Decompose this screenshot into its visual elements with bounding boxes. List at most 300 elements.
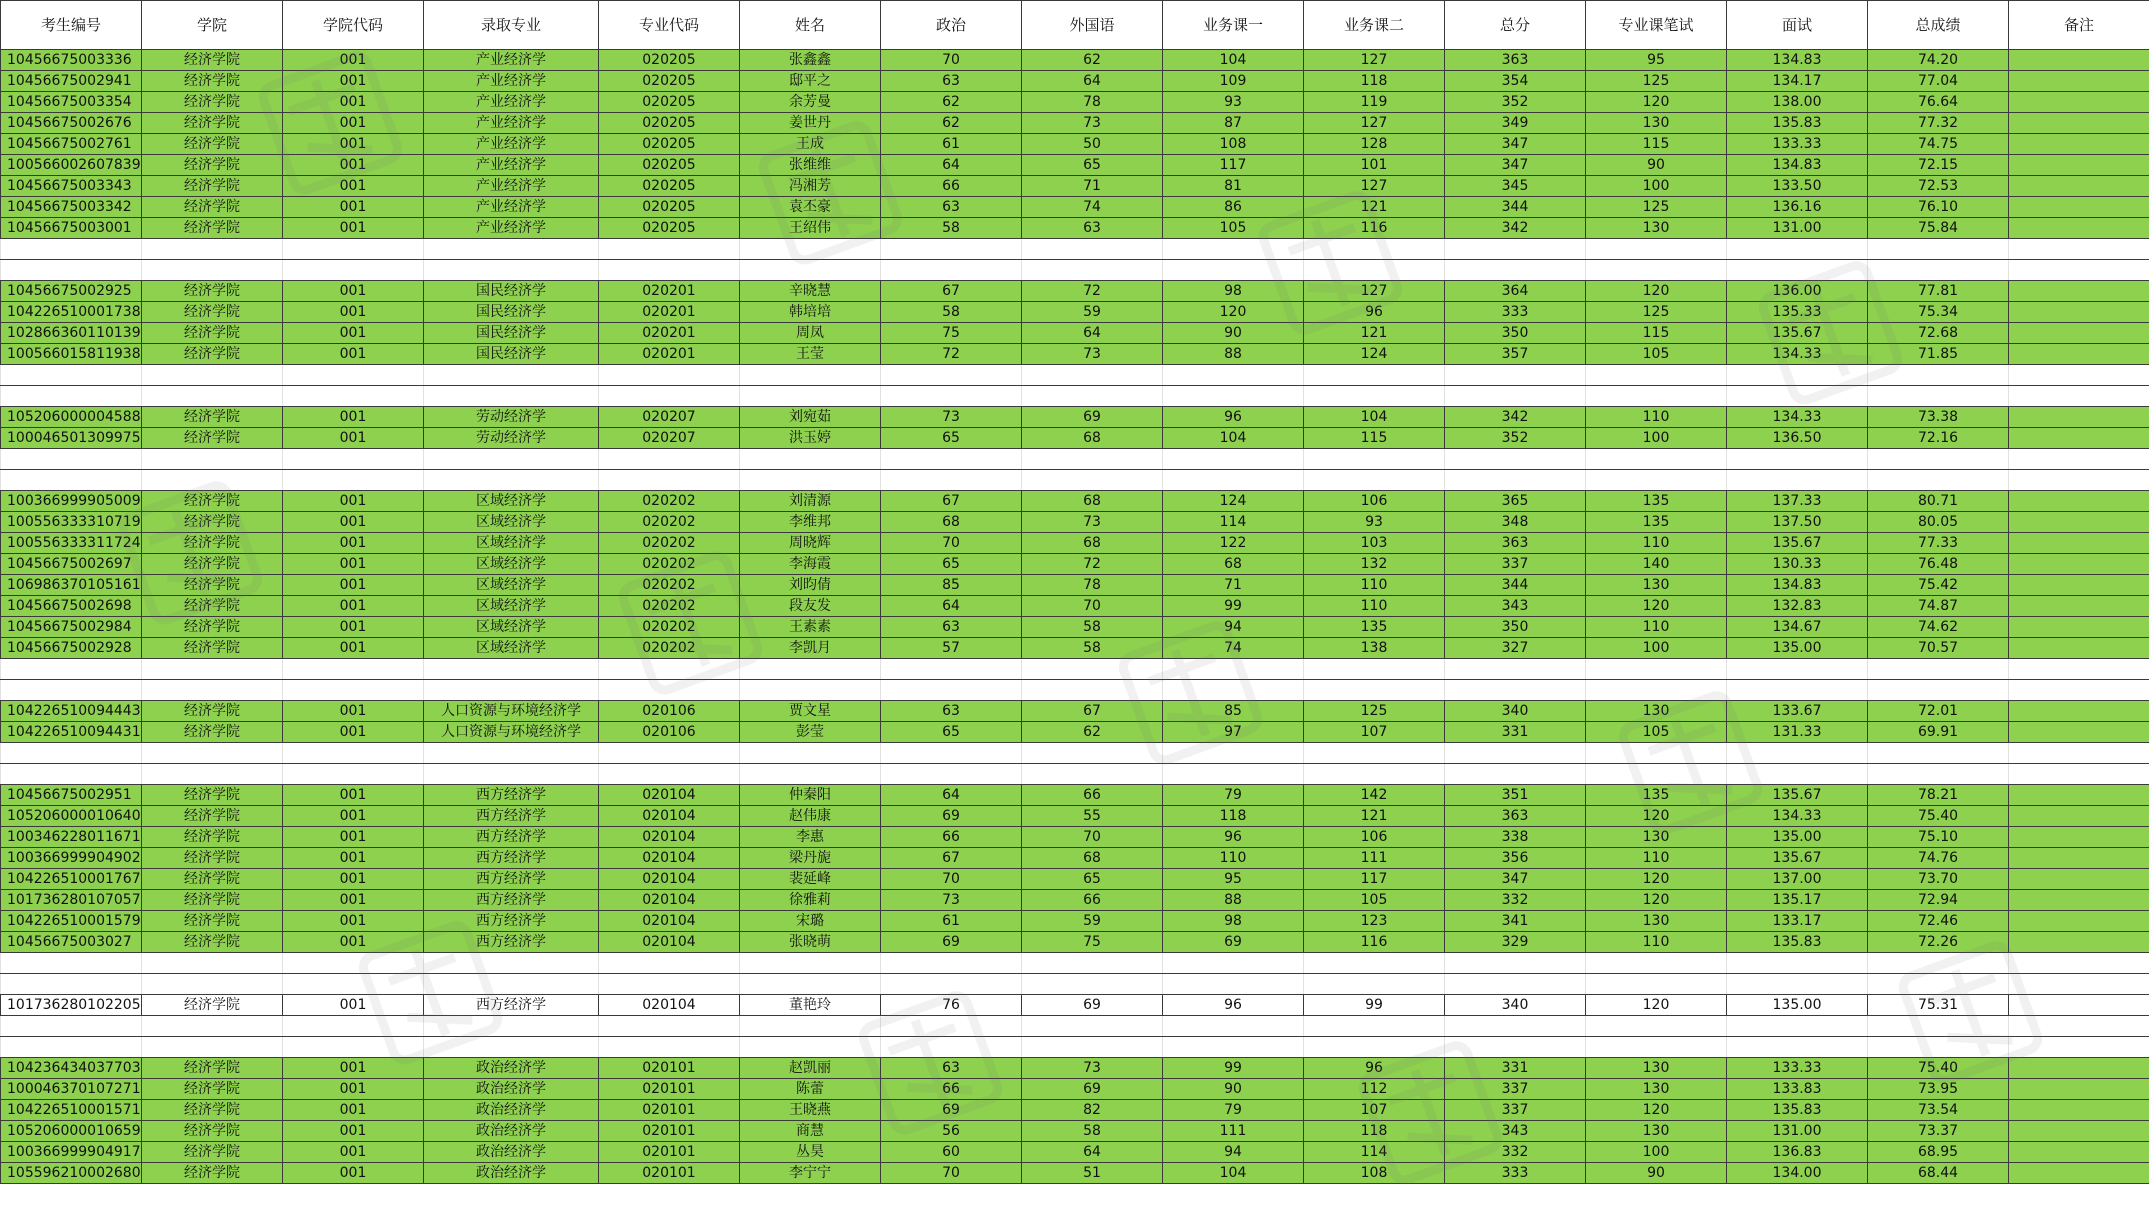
table-cell[interactable]: 118	[1304, 71, 1445, 92]
table-cell[interactable]: 赵凯丽	[740, 1058, 881, 1079]
table-cell[interactable]: 65	[881, 722, 1022, 743]
table-cell[interactable]: 363	[1445, 806, 1586, 827]
table-cell[interactable]: 95	[1163, 869, 1304, 890]
table-cell[interactable]: 001	[283, 512, 424, 533]
blank-cell[interactable]	[1, 1016, 142, 1037]
blank-cell[interactable]	[1445, 659, 1586, 680]
table-cell[interactable]: 331	[1445, 1058, 1586, 1079]
table-cell[interactable]: 001	[283, 869, 424, 890]
table-cell[interactable]: 张维维	[740, 155, 881, 176]
blank-cell[interactable]	[424, 1016, 599, 1037]
blank-cell[interactable]	[740, 470, 881, 491]
blank-cell[interactable]	[1304, 470, 1445, 491]
table-cell[interactable]: 西方经济学	[424, 869, 599, 890]
table-cell[interactable]: 101736280102205	[1, 995, 142, 1016]
table-row[interactable]	[1, 428, 2149, 449]
table-cell[interactable]: 10456675002697	[1, 554, 142, 575]
table-cell[interactable]: 周凤	[740, 323, 881, 344]
blank-cell[interactable]	[740, 974, 881, 995]
table-cell[interactable]: 001	[283, 848, 424, 869]
table-cell[interactable]: 100046370107271	[1, 1079, 142, 1100]
table-cell[interactable]: 001	[283, 932, 424, 953]
table-cell[interactable]: 劳动经济学	[424, 428, 599, 449]
blank-cell[interactable]	[1022, 1037, 1163, 1058]
table-cell[interactable]: 64	[1022, 71, 1163, 92]
table-cell[interactable]: 001	[283, 533, 424, 554]
table-row[interactable]	[1, 134, 2149, 155]
table-cell[interactable]	[2009, 197, 2149, 218]
blank-cell[interactable]	[1163, 680, 1304, 701]
blank-cell[interactable]	[424, 680, 599, 701]
table-cell[interactable]: 134.67	[1727, 617, 1868, 638]
table-row[interactable]	[1, 512, 2149, 533]
table-cell[interactable]: 135.33	[1727, 302, 1868, 323]
blank-cell[interactable]	[1163, 1037, 1304, 1058]
table-cell[interactable]: 001	[283, 428, 424, 449]
table-row[interactable]	[1, 575, 2149, 596]
table-cell[interactable]: 338	[1445, 827, 1586, 848]
table-cell[interactable]: 69	[881, 932, 1022, 953]
table-cell[interactable]: 70	[881, 869, 1022, 890]
column-header[interactable]: 考生编号	[1, 1, 142, 50]
blank-cell[interactable]	[2009, 659, 2149, 680]
table-cell[interactable]: 79	[1163, 785, 1304, 806]
blank-cell[interactable]	[142, 764, 283, 785]
blank-cell[interactable]	[1868, 449, 2009, 470]
table-cell[interactable]: 349	[1445, 113, 1586, 134]
table-cell[interactable]: 刘昀倩	[740, 575, 881, 596]
table-cell[interactable]: 王晓燕	[740, 1100, 881, 1121]
table-cell[interactable]: 133.50	[1727, 176, 1868, 197]
blank-cell[interactable]	[1022, 239, 1163, 260]
table-cell[interactable]: 政治经济学	[424, 1100, 599, 1121]
table-cell[interactable]: 131.00	[1727, 218, 1868, 239]
blank-cell[interactable]	[1163, 260, 1304, 281]
blank-cell[interactable]	[1868, 953, 2009, 974]
table-cell[interactable]: 65	[1022, 869, 1163, 890]
blank-cell[interactable]	[283, 764, 424, 785]
table-row[interactable]	[1, 932, 2149, 953]
table-cell[interactable]: 68	[1163, 554, 1304, 575]
table-cell[interactable]: 020104	[599, 827, 740, 848]
table-cell[interactable]: 110	[1586, 848, 1727, 869]
blank-cell[interactable]	[1, 386, 142, 407]
table-row[interactable]	[1, 218, 2149, 239]
table-cell[interactable]	[2009, 848, 2149, 869]
table-cell[interactable]	[2009, 995, 2149, 1016]
table-cell[interactable]: 020106	[599, 701, 740, 722]
blank-cell[interactable]	[283, 449, 424, 470]
table-cell[interactable]: 76	[881, 995, 1022, 1016]
table-cell[interactable]: 130	[1586, 911, 1727, 932]
table-cell[interactable]: 72	[881, 344, 1022, 365]
table-cell[interactable]: 产业经济学	[424, 71, 599, 92]
table-cell[interactable]: 123	[1304, 911, 1445, 932]
table-cell[interactable]: 105206000004588	[1, 407, 142, 428]
table-cell[interactable]: 131.33	[1727, 722, 1868, 743]
table-cell[interactable]	[2009, 113, 2149, 134]
blank-cell[interactable]	[1727, 659, 1868, 680]
table-cell[interactable]: 110	[1304, 575, 1445, 596]
table-row[interactable]	[1, 869, 2149, 890]
table-cell[interactable]: 经济学院	[142, 92, 283, 113]
blank-cell[interactable]	[1727, 386, 1868, 407]
table-cell[interactable]: 130	[1586, 701, 1727, 722]
table-cell[interactable]: 344	[1445, 575, 1586, 596]
table-cell[interactable]: 001	[283, 197, 424, 218]
table-cell[interactable]: 134.83	[1727, 50, 1868, 71]
blank-cell[interactable]	[1586, 449, 1727, 470]
table-cell[interactable]: 020202	[599, 638, 740, 659]
table-cell[interactable]: 64	[881, 596, 1022, 617]
table-cell[interactable]: 106	[1304, 491, 1445, 512]
table-cell[interactable]: 洪玉婷	[740, 428, 881, 449]
table-cell[interactable]: 357	[1445, 344, 1586, 365]
table-cell[interactable]: 区域经济学	[424, 596, 599, 617]
column-header[interactable]: 业务课二	[1304, 1, 1445, 50]
table-cell[interactable]: 135.00	[1727, 995, 1868, 1016]
table-row[interactable]	[1, 995, 2149, 1016]
table-row[interactable]	[1, 1142, 2149, 1163]
blank-cell[interactable]	[1868, 365, 2009, 386]
table-cell[interactable]: 363	[1445, 50, 1586, 71]
table-cell[interactable]: 73.54	[1868, 1100, 2009, 1121]
table-cell[interactable]: 001	[283, 827, 424, 848]
table-cell[interactable]: 经济学院	[142, 596, 283, 617]
table-cell[interactable]: 10456675003027	[1, 932, 142, 953]
table-cell[interactable]: 350	[1445, 323, 1586, 344]
table-cell[interactable]: 104	[1163, 1163, 1304, 1184]
table-cell[interactable]: 政治经济学	[424, 1142, 599, 1163]
table-cell[interactable]: 001	[283, 890, 424, 911]
table-cell[interactable]: 63	[1022, 218, 1163, 239]
blank-cell[interactable]	[1586, 764, 1727, 785]
table-cell[interactable]: 58	[881, 302, 1022, 323]
column-header[interactable]: 总成绩	[1868, 1, 2009, 50]
table-cell[interactable]: 经济学院	[142, 218, 283, 239]
blank-cell[interactable]	[1, 743, 142, 764]
table-cell[interactable]: 001	[283, 407, 424, 428]
table-cell[interactable]: 134.83	[1727, 155, 1868, 176]
table-cell[interactable]: 丛昊	[740, 1142, 881, 1163]
table-cell[interactable]: 001	[283, 722, 424, 743]
table-cell[interactable]: 331	[1445, 722, 1586, 743]
table-cell[interactable]: 020101	[599, 1142, 740, 1163]
table-cell[interactable]: 李海霞	[740, 554, 881, 575]
table-cell[interactable]: 66	[881, 1079, 1022, 1100]
blank-cell[interactable]	[1163, 743, 1304, 764]
table-cell[interactable]: 69	[1163, 932, 1304, 953]
table-cell[interactable]: 104226510001579	[1, 911, 142, 932]
blank-cell[interactable]	[142, 680, 283, 701]
table-cell[interactable]: 105	[1586, 722, 1727, 743]
table-cell[interactable]: 88	[1163, 890, 1304, 911]
table-cell[interactable]: 001	[283, 1100, 424, 1121]
table-cell[interactable]: 107	[1304, 722, 1445, 743]
table-cell[interactable]: 82	[1022, 1100, 1163, 1121]
table-cell[interactable]: 125	[1586, 197, 1727, 218]
table-cell[interactable]: 100	[1586, 638, 1727, 659]
table-cell[interactable]: 135	[1304, 617, 1445, 638]
table-cell[interactable]: 110	[1586, 617, 1727, 638]
table-cell[interactable]: 020201	[599, 302, 740, 323]
table-cell[interactable]: 58	[881, 218, 1022, 239]
blank-cell[interactable]	[1727, 1037, 1868, 1058]
blank-cell[interactable]	[1163, 386, 1304, 407]
blank-cell[interactable]	[1445, 365, 1586, 386]
table-row[interactable]	[1, 92, 2149, 113]
blank-cell[interactable]	[2009, 365, 2149, 386]
table-cell[interactable]: 001	[283, 113, 424, 134]
table-cell[interactable]: 区域经济学	[424, 554, 599, 575]
blank-cell[interactable]	[1, 680, 142, 701]
blank-cell[interactable]	[283, 680, 424, 701]
blank-cell[interactable]	[1, 1037, 142, 1058]
blank-cell[interactable]	[1, 239, 142, 260]
blank-cell[interactable]	[740, 680, 881, 701]
table-cell[interactable]: 117	[1304, 869, 1445, 890]
table-row[interactable]	[1, 1079, 2149, 1100]
blank-cell[interactable]	[142, 743, 283, 764]
table-cell[interactable]: 101	[1304, 155, 1445, 176]
table-cell[interactable]: 72	[1022, 281, 1163, 302]
table-cell[interactable]: 116	[1304, 218, 1445, 239]
blank-cell[interactable]	[599, 260, 740, 281]
table-cell[interactable]: 127	[1304, 113, 1445, 134]
blank-cell[interactable]	[1445, 470, 1586, 491]
table-cell[interactable]: 75.31	[1868, 995, 2009, 1016]
table-cell[interactable]: 72.94	[1868, 890, 2009, 911]
blank-cell[interactable]	[2009, 680, 2149, 701]
table-cell[interactable]: 020101	[599, 1163, 740, 1184]
table-cell[interactable]: 裴延峰	[740, 869, 881, 890]
blank-cell[interactable]	[1304, 239, 1445, 260]
table-cell[interactable]: 344	[1445, 197, 1586, 218]
table-cell[interactable]: 130	[1586, 1079, 1727, 1100]
column-header[interactable]: 学院	[142, 1, 283, 50]
blank-cell[interactable]	[599, 1016, 740, 1037]
blank-cell[interactable]	[740, 239, 881, 260]
blank-cell[interactable]	[1022, 680, 1163, 701]
table-cell[interactable]: 74	[1163, 638, 1304, 659]
table-cell[interactable]: 142	[1304, 785, 1445, 806]
table-cell[interactable]: 经济学院	[142, 50, 283, 71]
table-cell[interactable]: 354	[1445, 71, 1586, 92]
blank-cell[interactable]	[1868, 1016, 2009, 1037]
table-cell[interactable]: 余芳曼	[740, 92, 881, 113]
blank-cell[interactable]	[740, 764, 881, 785]
table-cell[interactable]: 段友发	[740, 596, 881, 617]
blank-cell[interactable]	[283, 659, 424, 680]
table-row[interactable]	[1, 806, 2149, 827]
table-cell[interactable]: 120	[1586, 92, 1727, 113]
table-cell[interactable]: 经济学院	[142, 1079, 283, 1100]
table-cell[interactable]: 10456675002698	[1, 596, 142, 617]
table-cell[interactable]: 94	[1163, 1142, 1304, 1163]
blank-cell[interactable]	[424, 239, 599, 260]
table-cell[interactable]: 78.21	[1868, 785, 2009, 806]
table-row[interactable]	[1, 596, 2149, 617]
table-cell[interactable]: 90	[1163, 1079, 1304, 1100]
table-cell[interactable]: 74.20	[1868, 50, 2009, 71]
table-cell[interactable]: 020207	[599, 407, 740, 428]
table-cell[interactable]: 75.40	[1868, 806, 2009, 827]
table-cell[interactable]: 121	[1304, 806, 1445, 827]
table-cell[interactable]: 62	[1022, 50, 1163, 71]
table-cell[interactable]: 135	[1586, 785, 1727, 806]
table-cell[interactable]: 001	[283, 323, 424, 344]
table-cell[interactable]: 88	[1163, 344, 1304, 365]
blank-cell[interactable]	[1727, 239, 1868, 260]
table-cell[interactable]: 96	[1163, 995, 1304, 1016]
blank-cell[interactable]	[1586, 365, 1727, 386]
blank-cell[interactable]	[424, 260, 599, 281]
table-cell[interactable]: 68	[881, 512, 1022, 533]
table-cell[interactable]: 020201	[599, 344, 740, 365]
table-cell[interactable]: 100366999905009	[1, 491, 142, 512]
blank-cell[interactable]	[1, 974, 142, 995]
table-cell[interactable]: 100556333310719	[1, 512, 142, 533]
blank-cell[interactable]	[1022, 974, 1163, 995]
blank-cell[interactable]	[1868, 743, 2009, 764]
table-cell[interactable]: 020207	[599, 428, 740, 449]
table-cell[interactable]: 135.67	[1727, 533, 1868, 554]
table-cell[interactable]: 345	[1445, 176, 1586, 197]
table-cell[interactable]: 58	[1022, 638, 1163, 659]
blank-cell[interactable]	[1868, 260, 2009, 281]
blank-cell[interactable]	[1163, 764, 1304, 785]
blank-cell[interactable]	[1586, 974, 1727, 995]
table-cell[interactable]: 130	[1586, 1121, 1727, 1142]
column-header[interactable]: 总分	[1445, 1, 1586, 50]
table-cell[interactable]: 104226510001738	[1, 302, 142, 323]
table-cell[interactable]: 130	[1586, 113, 1727, 134]
table-cell[interactable]: 产业经济学	[424, 197, 599, 218]
table-cell[interactable]: 75.84	[1868, 218, 2009, 239]
table-cell[interactable]: 经济学院	[142, 155, 283, 176]
table-cell[interactable]: 徐雅莉	[740, 890, 881, 911]
blank-cell[interactable]	[599, 365, 740, 386]
table-cell[interactable]: 020101	[599, 1058, 740, 1079]
table-cell[interactable]: 梁丹旎	[740, 848, 881, 869]
blank-cell[interactable]	[2009, 470, 2149, 491]
table-cell[interactable]: 西方经济学	[424, 827, 599, 848]
blank-cell[interactable]	[881, 260, 1022, 281]
table-cell[interactable]: 99	[1163, 596, 1304, 617]
table-cell[interactable]: 340	[1445, 995, 1586, 1016]
table-cell[interactable]: 73	[1022, 512, 1163, 533]
blank-cell[interactable]	[142, 239, 283, 260]
table-cell[interactable]	[2009, 302, 2149, 323]
table-cell[interactable]: 104	[1163, 50, 1304, 71]
table-cell[interactable]: 337	[1445, 554, 1586, 575]
table-cell[interactable]: 001	[283, 155, 424, 176]
blank-cell[interactable]	[2009, 974, 2149, 995]
blank-cell[interactable]	[599, 743, 740, 764]
blank-cell[interactable]	[1022, 953, 1163, 974]
table-cell[interactable]: 99	[1163, 1058, 1304, 1079]
blank-cell[interactable]	[1022, 1016, 1163, 1037]
table-cell[interactable]: 袁丕豪	[740, 197, 881, 218]
table-cell[interactable]: 337	[1445, 1079, 1586, 1100]
table-cell[interactable]: 100366999904917	[1, 1142, 142, 1163]
blank-cell[interactable]	[599, 449, 740, 470]
blank-cell[interactable]	[142, 470, 283, 491]
table-cell[interactable]: 71.85	[1868, 344, 2009, 365]
table-row[interactable]	[1, 554, 2149, 575]
table-cell[interactable]: 020106	[599, 722, 740, 743]
table-cell[interactable]: 120	[1586, 281, 1727, 302]
table-cell[interactable]: 001	[283, 701, 424, 722]
table-cell[interactable]	[2009, 1058, 2149, 1079]
table-cell[interactable]: 020205	[599, 197, 740, 218]
table-cell[interactable]: 135.83	[1727, 932, 1868, 953]
table-row[interactable]	[1, 302, 2149, 323]
table-cell[interactable]: 经济学院	[142, 995, 283, 1016]
table-cell[interactable]: 75.34	[1868, 302, 2009, 323]
table-cell[interactable]: 70	[1022, 596, 1163, 617]
table-row[interactable]	[1, 848, 2149, 869]
table-cell[interactable]: 136.83	[1727, 1142, 1868, 1163]
table-cell[interactable]: 020202	[599, 533, 740, 554]
table-cell[interactable]: 经济学院	[142, 1121, 283, 1142]
table-cell[interactable]: 68	[1022, 848, 1163, 869]
table-cell[interactable]: 128	[1304, 134, 1445, 155]
table-cell[interactable]: 135.17	[1727, 890, 1868, 911]
table-cell[interactable]: 政治经济学	[424, 1079, 599, 1100]
blank-cell[interactable]	[424, 743, 599, 764]
table-cell[interactable]: 邸平之	[740, 71, 881, 92]
blank-cell[interactable]	[1163, 239, 1304, 260]
blank-cell[interactable]	[1163, 1016, 1304, 1037]
blank-cell[interactable]	[283, 1037, 424, 1058]
table-cell[interactable]: 10456675003342	[1, 197, 142, 218]
table-cell[interactable]: 经济学院	[142, 407, 283, 428]
table-cell[interactable]: 73.37	[1868, 1121, 2009, 1142]
table-cell[interactable]: 62	[881, 113, 1022, 134]
table-cell[interactable]: 经济学院	[142, 911, 283, 932]
table-cell[interactable]: 020202	[599, 617, 740, 638]
table-cell[interactable]: 政治经济学	[424, 1163, 599, 1184]
column-header[interactable]: 学院代码	[283, 1, 424, 50]
table-cell[interactable]: 经济学院	[142, 197, 283, 218]
table-cell[interactable]: 351	[1445, 785, 1586, 806]
blank-cell[interactable]	[283, 953, 424, 974]
table-cell[interactable]: 经济学院	[142, 1058, 283, 1079]
table-cell[interactable]: 73	[1022, 113, 1163, 134]
table-cell[interactable]: 69	[1022, 995, 1163, 1016]
table-cell[interactable]: 赵伟康	[740, 806, 881, 827]
table-cell[interactable]: 333	[1445, 1163, 1586, 1184]
table-cell[interactable]: 111	[1304, 848, 1445, 869]
blank-cell[interactable]	[1586, 470, 1727, 491]
table-cell[interactable]: 74	[1022, 197, 1163, 218]
blank-cell[interactable]	[740, 260, 881, 281]
table-cell[interactable]	[2009, 617, 2149, 638]
blank-cell[interactable]	[1445, 680, 1586, 701]
table-cell[interactable]: 67	[881, 848, 1022, 869]
table-cell[interactable]: 100566002607839	[1, 155, 142, 176]
table-cell[interactable]: 110	[1586, 407, 1727, 428]
blank-cell[interactable]	[599, 764, 740, 785]
blank-cell[interactable]	[283, 260, 424, 281]
blank-cell[interactable]	[424, 953, 599, 974]
blank-cell[interactable]	[2009, 764, 2149, 785]
column-header[interactable]: 业务课一	[1163, 1, 1304, 50]
blank-cell[interactable]	[1727, 680, 1868, 701]
table-cell[interactable]: 经济学院	[142, 113, 283, 134]
table-cell[interactable]: 李惠	[740, 827, 881, 848]
